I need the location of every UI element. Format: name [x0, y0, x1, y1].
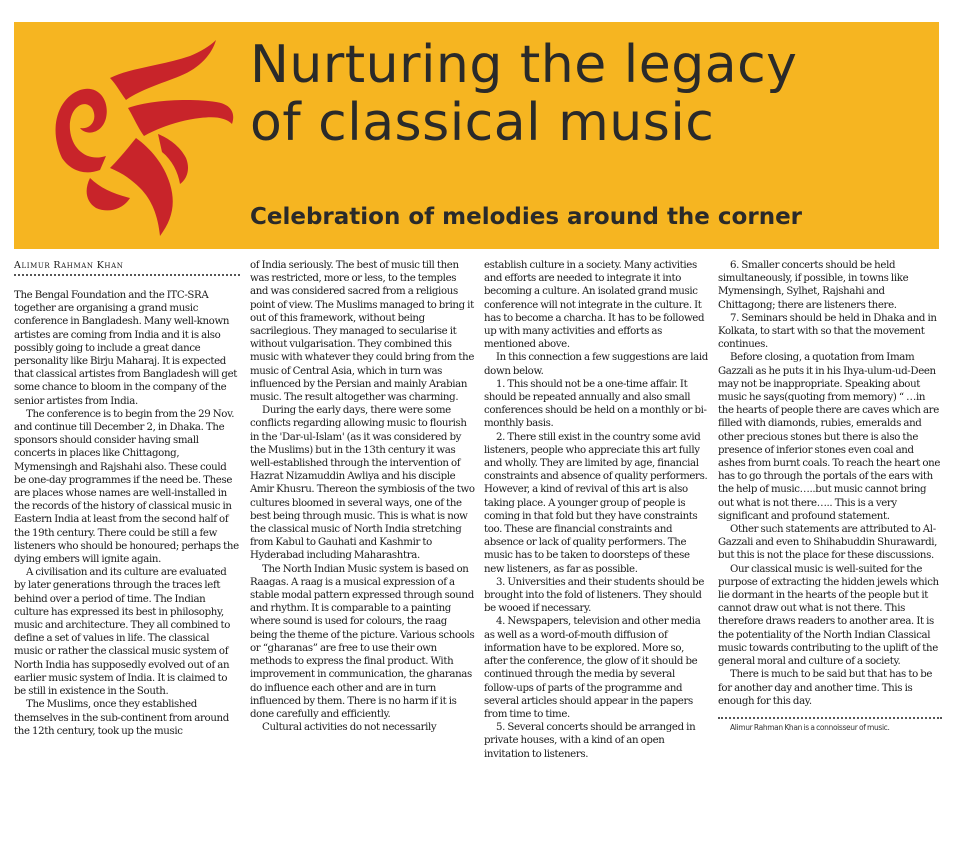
paragraph: In this connection a few suggestions are laid down below.	[484, 352, 708, 377]
paragraph: Other such statements are attributed to Al- Gazzali and even to Shihabuddin Shurawardi, but this is not the place for these discussions.	[718, 524, 938, 562]
author-byline: Alimur Rahman Khan	[14, 260, 124, 271]
headline-banner	[14, 22, 939, 249]
paragraph: There is much to be said but that has to be for another day and another time. This is enough for this day.	[718, 669, 933, 707]
paragraph: 2. There still exist in the country some avid listeners, people who appreciate this art fully and wholly. They are limited by age, financial constraints and absence of quality performers. However, a kind of revival of this art is also taking place. A younger group of people is coming in that fold but they have constraints too. These are financial constraints and absence or lack of quality performers. The music has to be taken to doorsteps of these new listeners, as far as possible.	[484, 431, 708, 575]
paragraph: Before closing, a quotation from Imam Gazzali as he puts it in his Ihya-ulum-ud-Deen may not be inappropriate. Speaking about music he says(quoting from memory) “ …in the hearts of people there are caves which are filled with diamonds, rubies, emeralds and other precious stones but there is also the presence of inferior stones even coal and ashes from burnt coals. To reach the heart one has to go through the portals of the ears with the help of music…..but music cannot bring out what is not there….. This is a very significant and profound statement.	[718, 352, 941, 522]
author-note: Alimur Rahman Khan is a connoisseur of music.	[730, 722, 890, 732]
headline-line-2: of classical music	[250, 93, 715, 153]
paragraph: 3. Universities and their students should be brought into the fold of listeners. They should be wooed if necessary.	[484, 576, 705, 615]
paragraph: Cultural activities do not necessarily	[262, 722, 437, 734]
paragraph: Our classical music is well-suited for the purpose of extracting the hidden jewels which lie dormant in the hearts of the people but it cannot draw out what is not there. This therefore draws readers to another area. It is the potentiality of the North Indian Classical music towards contributing to the uplift of the general moral and culture of a society.	[718, 563, 939, 668]
byline-divider	[14, 274, 240, 276]
subheadline: Celebration of melodies around the corner	[250, 204, 803, 230]
article-column-3	[484, 259, 709, 761]
paragraph: 1. This should not be a one-time affair. It should be repeated annually and also small conferences should be held on a monthly or bi-monthly basis.	[484, 378, 707, 430]
paragraph: The conference is to begin from the 29 Nov. and continue till December 2, in Dhaka. The sponsors should consider having small concerts in places like Chittagong, Mymensingh and Rajshahi also. These could be one-day programmes if the need be. These are places whose names are well-installed in the records of the history of classical music in Eastern India at least from the second half of the 19th century. There could be still a few listeners who should be honoured; perhaps the dying embers will ignite again.	[14, 408, 239, 566]
paragraph: A civilisation and its culture are evaluated by later generations through the traces left behind over a period of time. The Indian culture has expressed its best in philosophy, music and architecture. They all combined to define a set of values in life. The classical music or rather the classical music system of North India has supposedly evolved out of an earlier music system of India. It is claimed to be still in existence in the South.	[14, 567, 231, 698]
paragraph: of India seriously. The best of music till then was restricted, more or less, to the temples and was considered sacred from a religious point of view. The Muslims managed to bring it out of this framework, without being sacrilegious. They managed to secularise it without vulgarisation. They combined this music with whatever they could bring from the music of Central Asia, which in turn was influenced by the Persian and mainly Arabian music. The result altogether was charming.	[250, 260, 475, 404]
paragraph: establish culture in a society. Many activities and efforts are needed to integrate it into becoming a culture. An isolated grand music conference will not integrate in the culture. It has to become a charcha. It has to be followed up with many activities and efforts as mentioned above.	[484, 260, 705, 351]
paragraph: 7. Seminars should be held in Dhaka and in Kolkata, to start with so that the movement continues.	[718, 312, 937, 351]
footer-divider	[718, 717, 942, 719]
article-column-4	[718, 259, 942, 733]
headline	[250, 36, 797, 152]
paragraph: 6. Smaller concerts should be held simultaneously, if possible, in towns like Mymensingh, Sylhet, Rajshahi and Chittagong; there are listeners there.	[718, 260, 909, 311]
paragraph: The North Indian Music system is based on Raagas. A raag is a musical expression of a stable modal pattern expressed through sound and rhythm. It is comparable to a painting where sound is used for colours, the raag being the theme of the picture. Various schools or “gharanas” are free to use their own methods to express the final product. With improvement in communication, the gharanas do influence each other and are in turn influenced by them. There is no harm if it is done carefully and efficiently.	[250, 563, 475, 720]
article-column-2	[250, 259, 475, 734]
paragraph: The Muslims, once they established themselves in the sub-continent from around the 12th century, took up the music	[14, 699, 229, 737]
paragraph: During the early days, there were some conflicts regarding allowing music to flourish in the 'Dar-ul-Islam' (as it was considered by the Muslims) but in the 13th century it was well-established through the intervention of Hazrat Nizamuddin Awliya and his disciple Amir Khusru. Thereon the symbiosis of the two cultures bloomed in several ways, one of the best being through music. This is what is now the classical music of North India stretching from Kabul to Gauhati and Kashmir to Hyderabad including Maharashtra.	[250, 405, 475, 562]
paragraph: The Bengal Foundation and the ITC-SRA together are organising a grand music conference in Bangladesh. Many well-known artistes are coming from India and it is also possibly going to include a great dance personality like Birju Maharaj. It is expected that classical artistes from Bangladesh will get some chance to bloom in the company of the senior artistes from India.	[14, 290, 238, 407]
sa-script-logo-icon	[40, 38, 240, 238]
paragraph: 4. Newspapers, television and other media as well as a word-of-mouth diffusion of information have to be explored. More so, after the conference, the glow of it should be continued through the media by several follow-ups of parts of the programme and several articles should appear in the papers from time to time.	[484, 616, 701, 720]
article-column-1	[14, 259, 240, 738]
headline-line-1: Nurturing the legacy	[250, 35, 798, 95]
paragraph: 5. Several concerts should be arranged in private houses, with a kind of an open invitation to listeners.	[484, 722, 696, 760]
